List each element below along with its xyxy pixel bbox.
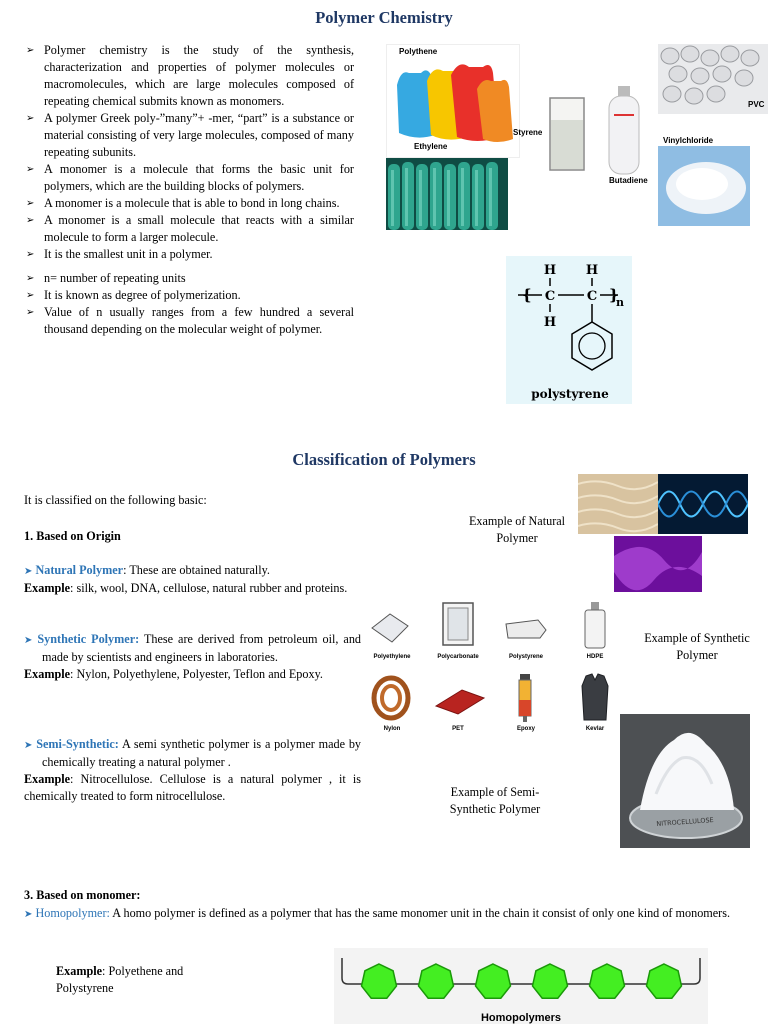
synthetic-caption: Example of Synthetic Polymer — [644, 631, 750, 662]
ethylene-label: Ethylene — [414, 142, 448, 151]
synthetic-item-label: Nylon — [383, 726, 401, 732]
natural-example-label: Example — [24, 581, 71, 595]
homo-example-text: : Polyethene and Polystyrene — [56, 964, 184, 995]
synthetic-examples-grid — [364, 598, 628, 738]
natural-polymer-label: Natural Polymer — [35, 563, 124, 577]
page-title: Polymer Chemistry — [315, 8, 453, 27]
semi-synthetic-block: ➤ Semi-Synthetic: A semi synthetic polymer is a polymer made by chemically treating a natural polymer . Example: Nitrocellulose. Cellulose is a natural polymer , it is chemically treated to form nitrocellulose. — [24, 737, 362, 803]
homopolymer-label: Homopolymer: — [35, 906, 110, 920]
semi-example-text: : Nitrocellulose. Cellulose is a natural polymer , it is chemically treated to form nitrocellulose. — [24, 772, 361, 803]
synthetic-item-label: HDPE — [586, 654, 604, 660]
wool-image — [578, 474, 658, 534]
vinylchloride-powder-image — [658, 146, 750, 226]
synthetic-item-label: Polystyrene — [508, 654, 544, 660]
silk-image — [614, 536, 702, 592]
origin-heading: 1. Based on Origin — [24, 529, 121, 543]
pet-sheet-icon — [432, 686, 488, 716]
monomer-unit — [533, 964, 568, 998]
natural-caption: Example of Natural Polymer — [468, 514, 566, 545]
styrene-label: Styrene — [513, 128, 543, 137]
synthetic-example-text: : Nylon, Polyethylene, Polyester, Teflon and Epoxy. — [70, 667, 323, 681]
svg-text:{: { — [522, 286, 532, 304]
hydrogen-atom-1: H — [543, 263, 557, 278]
natural-polymer-desc: : These are obtained naturally. — [123, 563, 270, 577]
monomer-unit — [476, 964, 511, 998]
pvc-label: PVC — [748, 100, 765, 109]
homopolymer-desc: A homo polymer is defined as a polymer that has the same monomer unit in the chain it consist of only one kind of monomers. — [109, 906, 731, 920]
semi-example-label: Example — [24, 772, 71, 786]
epoxy-syringe-icon — [514, 672, 536, 724]
nylon-rope-icon — [370, 674, 412, 722]
synthetic-polymer-label: Synthetic Polymer: — [37, 632, 140, 646]
list-item: ➢ A monomer is a molecule that forms the basic unit for polymers, which are the building blocks of polymers. — [24, 161, 354, 195]
pvc-pipes-image — [658, 44, 768, 114]
carbon-atom-2: C — [586, 289, 598, 304]
list-item: ➢ Value of n usually ranges from a few hundred a several thousand depending on the molecular weight of polymer. — [24, 304, 354, 338]
natural-example-text: : silk, wool, DNA, cellulose, natural rubber and proteins. — [70, 581, 348, 595]
synthetic-polymer-block: ➤ Synthetic Polymer: These are derived from petroleum oil, and made by scientists and engineers in laboratories. Example: Nylon, Polyethylene, Polyester, Teflon and Epoxy. — [24, 632, 362, 681]
synthetic-item-label: Kevlar — [585, 726, 605, 732]
semi-synthetic-caption: Example of Semi-Synthetic Polymer — [449, 785, 541, 816]
list-item: ➢ It is known as degree of polymerization. — [24, 287, 354, 304]
homopolymer-caption: Homopolymers — [480, 1012, 562, 1024]
homopolymer-diagram — [334, 948, 708, 1024]
definition-list — [24, 42, 354, 338]
semi-synthetic-label: Semi-Synthetic: — [36, 737, 119, 751]
synthetic-example-label: Example — [24, 667, 71, 681]
polyethylene-bag-icon — [368, 610, 412, 646]
styrene-beaker-image — [546, 94, 588, 174]
list-item: ➢ Polymer chemistry is the study of the synthesis, characterization and properties of polymer molecules or macromolecules, which are large molecules composed of repeating chemical submits known as monomers. — [24, 42, 354, 110]
polythene-bags-image — [386, 44, 520, 158]
repeat-count: n — [616, 296, 624, 309]
polycarbonate-window-icon — [440, 600, 476, 648]
monomer-heading: 3. Based on monomer: — [24, 888, 141, 902]
nitrocellulose-label: NITROCELLULOSE — [656, 816, 714, 828]
polystyrene-foam-icon — [502, 616, 548, 642]
synthetic-polymer-desc: These are derived from petroleum oil, and made by scientists and engineers in laboratories. — [42, 632, 362, 664]
natural-polymer-block: ➤ Natural Polymer: These are obtained naturally. Example: silk, wool, DNA, cellulose, natural rubber and proteins. — [24, 563, 348, 595]
kevlar-vest-icon — [580, 672, 610, 722]
homo-example-label: Example — [56, 964, 103, 978]
gas-cylinders-image — [386, 158, 508, 230]
list-item: ➢ A monomer is a small molecule that reacts with a similar molecule to form a larger molecule. — [24, 212, 354, 246]
list-item: ➢ A monomer is a molecule that is able to bond in long chains. — [24, 195, 354, 212]
monomer-unit — [419, 964, 454, 998]
butadiene-cylinder-image — [604, 84, 644, 176]
hydrogen-atom-2: H — [585, 263, 599, 278]
hydrogen-atom-3: H — [543, 315, 557, 330]
list-item: ➢ A polymer Greek poly-”many”+ -mer, “part” is a substance or material consisting of very large molecules, composed of many repeating subunits. — [24, 110, 354, 161]
nitrocellulose-image — [620, 714, 750, 848]
synthetic-item-label: Polyethylene — [373, 654, 411, 660]
butadiene-label: Butadiene — [609, 176, 648, 185]
homopolymer-block: ➤ Homopolymer: A homo polymer is defined as a polymer that has the same monomer unit in the chain it consist of only one kind of monomers. — [24, 906, 731, 920]
synthetic-item-label: PET — [452, 726, 464, 732]
monomer-unit — [590, 964, 625, 998]
hdpe-bottle-icon — [582, 600, 608, 650]
monomer-unit — [647, 964, 682, 998]
polystyrene-caption: polystyrene — [531, 387, 609, 401]
semi-synthetic-desc: A semi synthetic polymer is a polymer made by chemically treating a natural polymer . — [42, 737, 362, 769]
svg-text:}: } — [609, 286, 619, 304]
vinylchloride-label: Vinylchloride — [663, 136, 714, 145]
dna-image — [658, 474, 748, 534]
polythene-label: Polythene — [399, 47, 438, 56]
list-item: ➢ It is the smallest unit in a polymer. — [24, 246, 354, 263]
homopolymer-example — [56, 963, 216, 997]
classification-title: Classification of Polymers — [292, 450, 476, 469]
polystyrene-structure — [506, 256, 632, 404]
classification-intro: It is classified on the following basic: — [24, 493, 207, 507]
synthetic-item-label: Polycarbonate — [437, 654, 479, 660]
carbon-atom-1: C — [544, 289, 556, 304]
list-item: ➢ n= number of repeating units — [24, 270, 354, 287]
monomer-unit — [362, 964, 397, 998]
synthetic-item-label: Epoxy — [516, 726, 535, 732]
